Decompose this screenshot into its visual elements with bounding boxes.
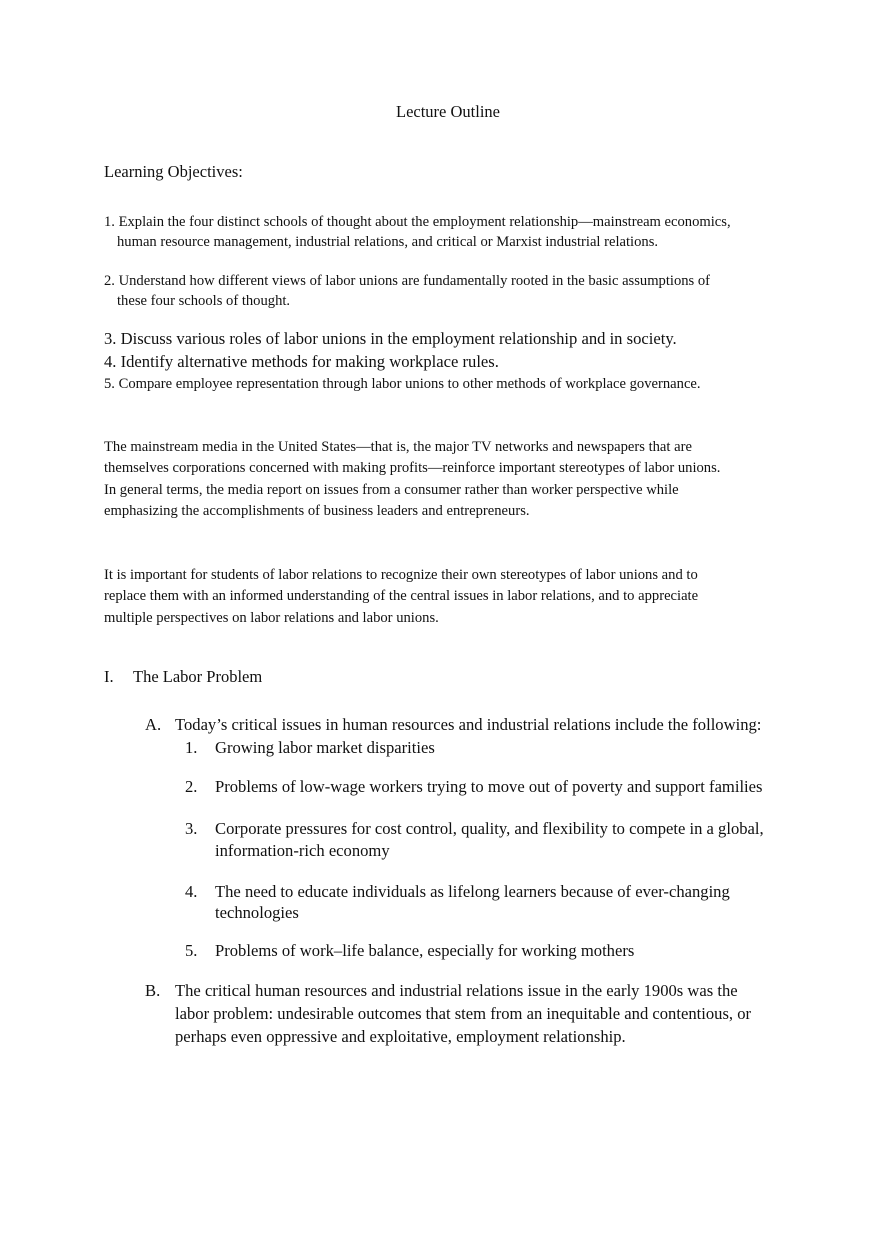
paragraph-line: It is important for students of labor relations to recognize their own stereotypes of labor unions and to xyxy=(104,567,698,583)
list-item-text: Problems of low-wage workers trying to move out of poverty and support families xyxy=(215,777,763,796)
stereotypes-paragraph xyxy=(104,565,698,629)
subsection-b-line: The critical human resources and industrial relations issue in the early 1900s was the xyxy=(175,981,738,1000)
paragraph-line: In general terms, the media report on issues from a consumer rather than worker perspective while xyxy=(104,481,679,498)
subsection-a-text: Today’s critical issues in human resources and industrial relations include the following: xyxy=(175,715,762,734)
list-item xyxy=(185,737,825,761)
list-item-number: 5. xyxy=(185,941,198,960)
list-item-text: The need to educate individuals as lifelong learners because of ever-changing xyxy=(215,882,730,901)
paragraph-line: multiple perspectives on labor relations and labor unions. xyxy=(104,609,439,626)
subsection-a-label: A. xyxy=(145,715,162,734)
section-number: I. xyxy=(104,667,114,686)
list-item-number: 1. xyxy=(185,738,198,757)
learning-objectives-heading: Learning Objectives: xyxy=(104,162,243,181)
list-item xyxy=(185,940,825,964)
subsection-b-line: perhaps even oppressive and exploitative, employment relationship. xyxy=(175,1027,626,1046)
subsection-b-line: labor problem: undesirable outcomes that stem from an inequitable and contentious, or xyxy=(175,1004,752,1023)
list-item xyxy=(185,818,825,866)
paragraph-line: The mainstream media in the United States—that is, the major TV networks and newspapers that are xyxy=(104,439,692,455)
objective-5: 5. Compare employee representation through labor unions to other methods of workplace governance. xyxy=(104,376,701,392)
paragraph-line: emphasizing the accomplishments of business leaders and entrepreneurs. xyxy=(104,502,530,519)
objective-3: 3. Discuss various roles of labor unions in the employment relationship and in society. xyxy=(104,329,677,348)
list-item-text: Problems of work–life balance, especially for working mothers xyxy=(215,941,635,960)
list-item-number: 2. xyxy=(185,777,198,796)
list-item xyxy=(185,776,825,800)
list-item-number: 3. xyxy=(185,819,198,838)
section-heading xyxy=(104,667,404,691)
objective-1-line-2: human resource management, industrial relations, and critical or Marxist industrial relations. xyxy=(117,234,659,250)
objective-4: 4. Identify alternative methods for making workplace rules. xyxy=(104,352,499,371)
list-item-text: Corporate pressures for cost control, quality, and flexibility to compete in a global, xyxy=(215,819,764,838)
list-item xyxy=(185,881,825,929)
list-item-number: 4. xyxy=(185,882,198,901)
objective-2-line-2: these four schools of thought. xyxy=(117,293,291,309)
paragraph-line: replace them with an informed understanding of the central issues in labor relations, and to appreciate xyxy=(104,588,699,605)
objective-1 xyxy=(104,212,731,252)
list-item-text: Growing labor market disparities xyxy=(215,738,435,757)
subsection-b xyxy=(145,980,845,1050)
page-title: Lecture Outline xyxy=(396,102,500,121)
objective-2 xyxy=(104,271,710,311)
objective-1-line-1: 1. Explain the four distinct schools of thought about the employment relationship—mainstream economics, xyxy=(104,214,731,230)
list-item-text-continued: information-rich economy xyxy=(215,841,390,860)
subsection-a xyxy=(145,714,845,738)
media-paragraph xyxy=(104,437,720,522)
section-title: The Labor Problem xyxy=(133,667,263,686)
subsection-b-label: B. xyxy=(145,981,161,1000)
paragraph-line: themselves corporations concerned with making profits—reinforce important stereotypes of labor unions. xyxy=(104,460,721,477)
list-item-text-continued: technologies xyxy=(215,903,299,922)
objective-2-line-1: 2. Understand how different views of labor unions are fundamentally rooted in the basic assumptions of xyxy=(104,273,711,289)
